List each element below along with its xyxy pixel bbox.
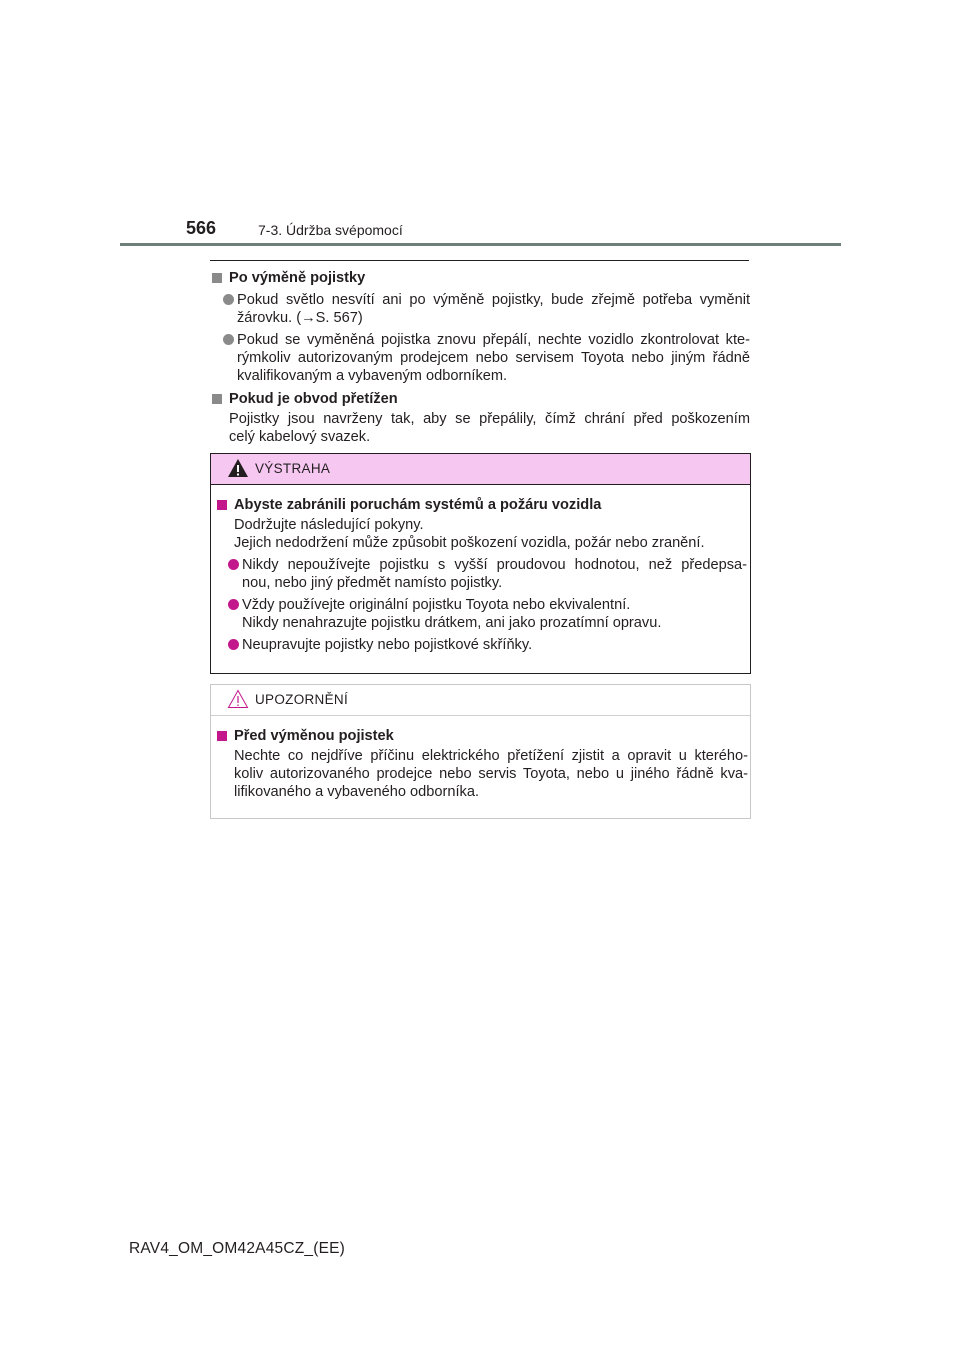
- content-rule: [210, 260, 749, 261]
- page-number: 566: [186, 218, 217, 238]
- warning-box: [210, 453, 751, 674]
- warning-bullet: Vždy používejte originální pojistku Toyota nebo ekvivalentní. Nikdy nenahrazujte pojistku drátkem, ani jako prozatímní opravu.: [215, 596, 747, 632]
- bullet-item: Pokud se vyměněná pojistka znovu přepálí, nechte vozidlo zkontrolovat kte- rýmkoliv autorizovaným prodejcem nebo servisem Toyota nebo jiným řádně kvalifikovaným a vybaveným odborníkem.: [210, 331, 750, 385]
- square-bullet-icon: [217, 731, 227, 741]
- caution-paragraph: Nechte co nejdříve příčinu elektrického přetížení zjistit a opravit u kterého- koliv autorizovaného prodejce nebo servis Toyota, nebo u jiného řádně kva- lifikovaného a vybaveného odborníka.: [234, 748, 748, 800]
- heading-overload: Pokud je obvod přetížen: [210, 390, 750, 408]
- caution-body: [211, 725, 750, 801]
- caution-title: UPOZORNĚNÍ: [255, 692, 349, 707]
- warning-heading: Abyste zabránili poruchám systémů a požáru vozidla: [215, 496, 750, 514]
- square-bullet-icon: [212, 394, 222, 404]
- warning-body: [211, 494, 750, 654]
- caution-heading: Před výměnou pojistek: [215, 727, 750, 745]
- header-rule: [120, 243, 841, 246]
- round-bullet-icon: [223, 334, 234, 345]
- square-bullet-icon: [212, 273, 222, 283]
- warning-intro: Dodržujte následující pokyny. Jejich nedodržení může způsobit poškození vozidla, požár nebo zranění.: [234, 517, 705, 551]
- warning-title: VÝSTRAHA: [255, 461, 331, 476]
- round-bullet-icon: [228, 639, 239, 650]
- caution-triangle-icon: [227, 689, 249, 709]
- warning-bullet: Neupravujte pojistky nebo pojistkové skříňky.: [215, 636, 747, 654]
- caution-header: [211, 685, 750, 716]
- section-title: 7-3. Údržba svépomocí: [258, 222, 403, 238]
- round-bullet-icon: [228, 559, 239, 570]
- round-bullet-icon: [223, 294, 234, 305]
- warning-triangle-icon: [227, 458, 249, 478]
- warning-header: [211, 454, 750, 485]
- bullet-item: Pokud světlo nesvítí ani po výměně pojistky, bude zřejmě potřeba vyměnit žárovku. (→S. 567): [210, 291, 750, 327]
- overload-paragraph: Pojistky jsou navrženy tak, aby se přepálily, čímž chrání před poškozením celý kabelový svazek.: [229, 411, 750, 445]
- heading-after-fuse: Po výměně pojistky: [210, 269, 750, 287]
- round-bullet-icon: [228, 599, 239, 610]
- caution-box: [210, 684, 751, 819]
- content: [210, 267, 750, 446]
- footer-code: RAV4_OM_OM42A45CZ_(EE): [129, 1240, 346, 1257]
- square-bullet-icon: [217, 500, 227, 510]
- warning-bullet: Nikdy nepoužívejte pojistku s vyšší proudovou hodnotou, než předepsa- nou, nebo jiný předmět namísto pojistky.: [215, 556, 747, 592]
